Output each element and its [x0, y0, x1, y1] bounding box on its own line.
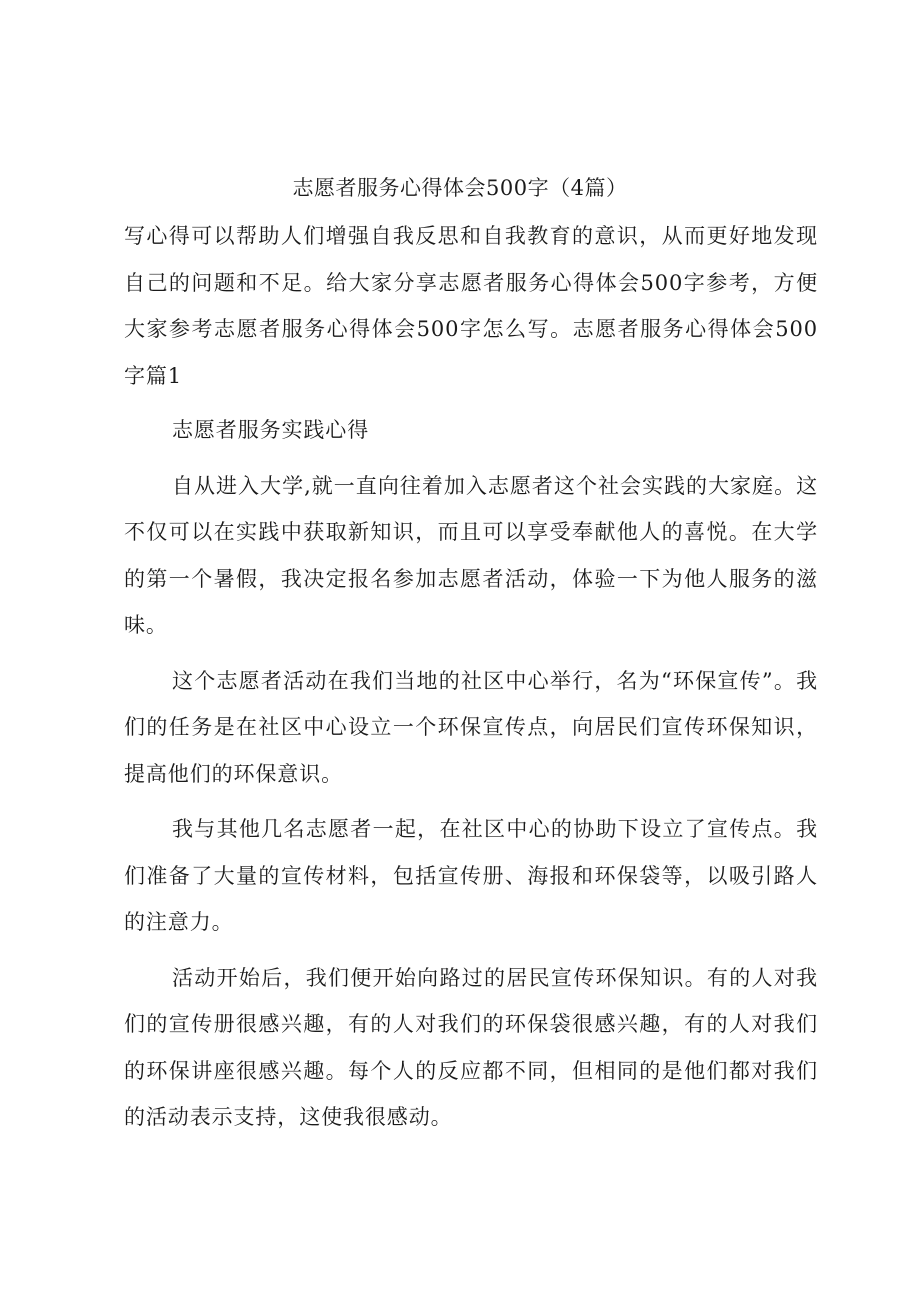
- body-paragraph: 我与其他几名志愿者一起，在社区中心的协助下设立了宣传点。我们准备了大量的宣传材料，包括宣传册、海报和环保袋等，以吸引路人的注意力。: [124, 817, 818, 934]
- document-body: [124, 213, 818, 1141]
- document-title: 志愿者服务心得体会500字（4篇）: [292, 176, 628, 200]
- section-heading: 志愿者服务实践心得: [172, 418, 370, 442]
- body-paragraph: 活动开始后，我们便开始向路过的居民宣传环保知识。有的人对我们的宣传册很感兴趣，有的人对我们的环保袋很感兴趣，有的人对我们的环保讲座很感兴趣。每个人的反应都不同，但相同的是他们都对我们的活动表示支持，这使我很感动。: [124, 965, 818, 1129]
- intro-paragraph: 写心得可以帮助人们增强自我反思和自我教育的意识，从而更好地发现自己的问题和不足。给大家分享志愿者服务心得体会500字参考，方便大家参考志愿者服务心得体会500字怎么写。志愿者服务心得体会500字篇1: [124, 224, 818, 388]
- body-paragraph: 自从进入大学,就一直向往着加入志愿者这个社会实践的大家庭。这不仅可以在实践中获取新知识，而且可以享受奉献他人的喜悦。在大学的第一个暑假，我决定报名参加志愿者活动，体验一下为他人服务的滋味。: [124, 473, 818, 637]
- body-paragraph: 这个志愿者活动在我们当地的社区中心举行，名为“环保宣传”。我们的任务是在社区中心设立一个环保宣传点，向居民们宣传环保知识，提高他们的环保意识。: [124, 668, 818, 786]
